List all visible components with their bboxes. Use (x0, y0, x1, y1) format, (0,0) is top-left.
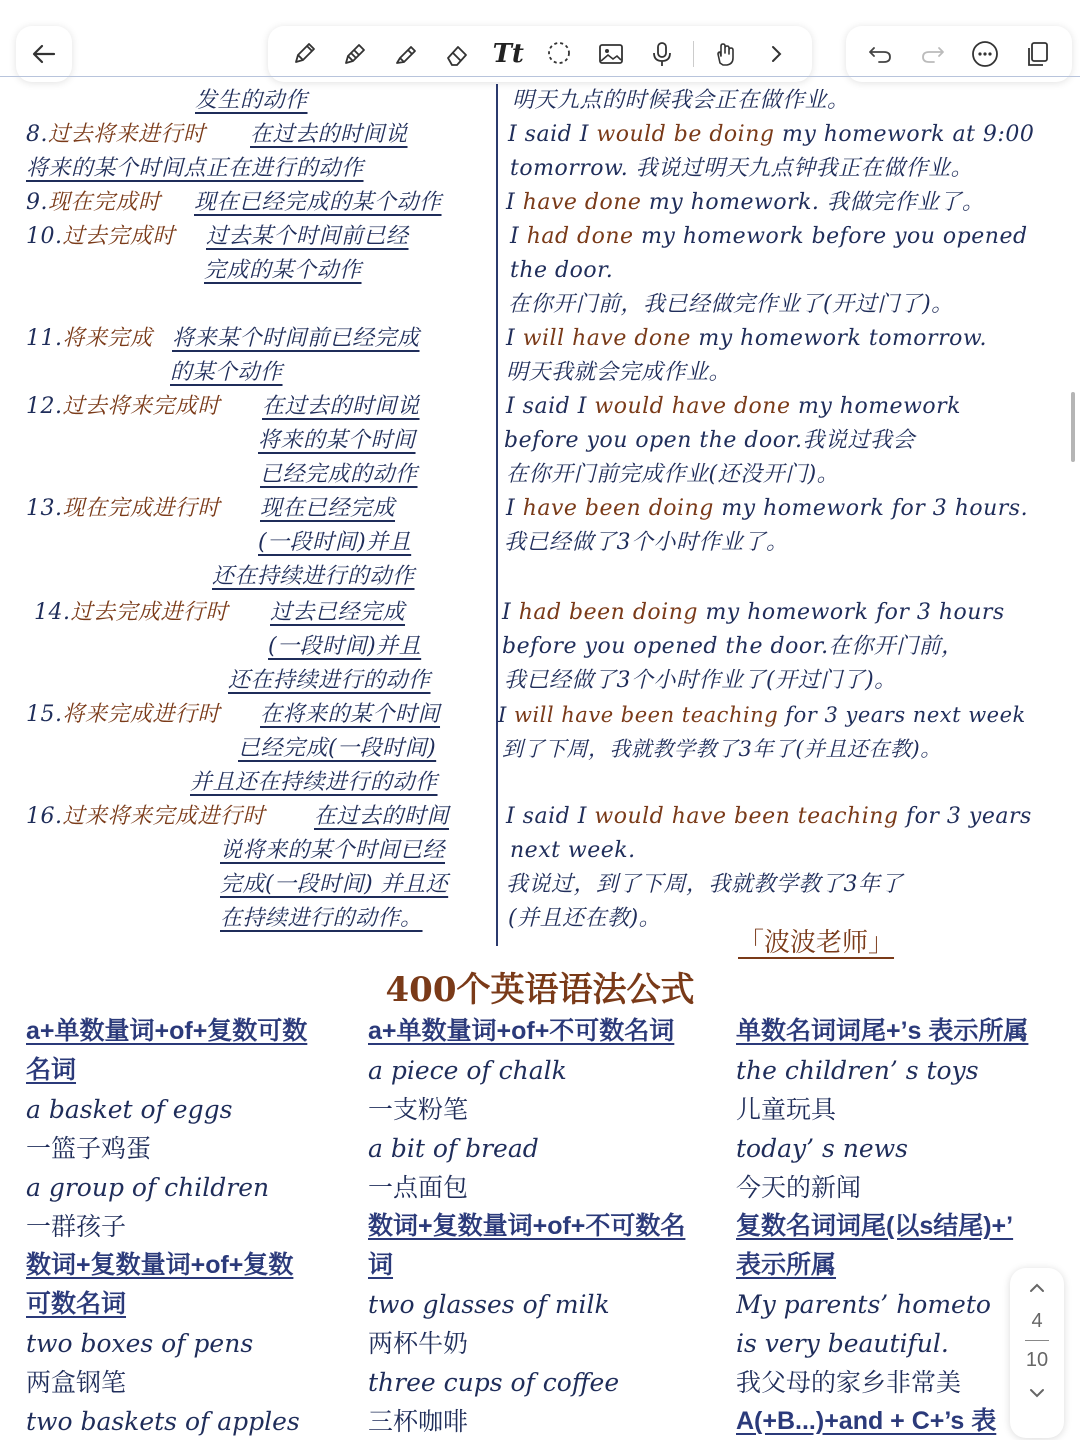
tense-definition: (一段时间)并且 (268, 634, 422, 659)
pages-icon[interactable] (1018, 34, 1058, 74)
gesture-hand-icon[interactable] (705, 34, 745, 74)
text-tool-icon[interactable] (488, 34, 528, 74)
example-english: I said I would be doing my homework at 9:00 (508, 122, 1035, 147)
highlighter-icon[interactable] (386, 34, 426, 74)
text-tool-label: Tt (492, 39, 524, 69)
tense-definition: 说将来的某个时间已经 (220, 838, 446, 863)
page-separator (1025, 1340, 1049, 1341)
formula-example: today’ s news (736, 1134, 908, 1163)
pencil-icon[interactable] (335, 34, 375, 74)
undo-icon[interactable] (860, 34, 900, 74)
formula-translation: 一篮子鸡蛋 (26, 1134, 152, 1163)
formula-translation: 儿童玩具 (736, 1095, 837, 1124)
chevron-down-icon (1026, 1382, 1048, 1404)
formula-translation: 一群孩子 (26, 1212, 127, 1241)
section-title: 400个英语语法公式 (385, 970, 695, 1010)
formula-rule: a+单数量词+of+不可数名词 (368, 1017, 675, 1045)
tense-definition: 还在持续进行的动作 (212, 564, 415, 589)
document-actions (846, 26, 1072, 82)
tense-definition: 将来的某个时间点正在进行的动作 (26, 156, 364, 181)
example-english: I will have been teaching for 3 years next week (498, 703, 1026, 727)
tense-definition: 将来某个时间前已经完成 (172, 326, 420, 351)
tense-definition: 现在已经完成的某个动作 (194, 190, 442, 215)
eraser-icon[interactable] (437, 34, 477, 74)
example-english: I said I would have done my homework (506, 394, 961, 419)
formula-example: two baskets of apples (26, 1407, 300, 1436)
formula-example: My parents’ hometo (736, 1290, 991, 1319)
tense-definition: 还在持续进行的动作 (228, 668, 431, 693)
tense-definition: 过去已经完成 (270, 600, 406, 625)
formula-rule: 词 (368, 1251, 394, 1279)
formula-rule: A(+B...)+and + C+’s 表 (736, 1407, 997, 1435)
formula-rule: 名词 (26, 1056, 77, 1084)
formula-example: two boxes of pens (26, 1329, 254, 1358)
current-page: 4 (1031, 1310, 1043, 1332)
formula-rule: 数词+复数量词+of+不可数名 (368, 1212, 686, 1240)
example-english: I had been doing my homework for 3 hours (502, 600, 1005, 625)
tense-definition: 完成(一段时间) 并且还 (220, 872, 449, 897)
formula-column-1 (26, 1012, 348, 1440)
microphone-icon[interactable] (642, 34, 682, 74)
formula-example: two glasses of milk (368, 1290, 610, 1319)
lasso-icon[interactable] (539, 34, 579, 74)
example-chinese: 在你开门前完成作业(还没开门)。 (506, 462, 840, 487)
column-divider (496, 84, 498, 946)
tense-definition: 已经完成(一段时间) (238, 736, 437, 761)
tense-definition: 将来的某个时间 (258, 428, 416, 453)
tense-definition: 过去某个时间前已经 (206, 224, 409, 249)
example-chinese: 我已经做了3个小时作业了。 (504, 530, 789, 555)
page-up-button[interactable] (1010, 1268, 1064, 1308)
formula-column-2 (368, 1012, 718, 1440)
example-english: the door. (510, 258, 614, 283)
chevron-up-icon (1026, 1277, 1048, 1299)
tense-heading: 14.过去完成进行时 (34, 600, 229, 625)
pen-icon[interactable] (284, 34, 324, 74)
example-chinese: 到了下周，我就教学教了3年了(并且还在教)。 (502, 737, 942, 761)
tense-definition: 已经完成的动作 (260, 462, 418, 487)
example-chinese: (并且还在教)。 (508, 906, 662, 931)
formula-translation: 两盒钢笔 (26, 1368, 127, 1397)
header-divider (0, 76, 1080, 77)
example-chinese: 明天九点的时候我会正在做作业。 (512, 88, 850, 113)
formula-rule: 单数名词词尾+’s 表示所属 (736, 1017, 1029, 1045)
tense-heading: 13.现在完成进行时 (26, 496, 221, 521)
back-button[interactable] (16, 26, 72, 82)
toolbar-separator (693, 41, 694, 67)
page-down-button[interactable] (1010, 1373, 1064, 1413)
example-english: I have done my homework. 我做完作业了。 (506, 190, 985, 215)
tense-heading: 16.过来将来完成进行时 (26, 804, 266, 829)
formula-example: a bit of bread (368, 1134, 539, 1163)
tense-heading: 9.现在完成时 (26, 190, 161, 215)
formula-translation: 今天的新闻 (736, 1173, 862, 1202)
tense-heading: 12.过去将来完成时 (26, 394, 221, 419)
formula-rule: a+单数量词+of+复数可数 (26, 1017, 308, 1045)
tense-definition: 在将来的某个时间 (260, 702, 441, 727)
image-icon[interactable] (591, 34, 631, 74)
example-english: I have been doing my homework for 3 hours. (506, 496, 1029, 521)
example-chinese: 我已经做了3个小时作业了(开过门了)。 (504, 668, 897, 693)
formula-translation: 三杯咖啡 (368, 1407, 469, 1436)
tense-definition: 在持续进行的动作。 (220, 906, 423, 931)
tense-definition: 发生的动作 (195, 88, 308, 113)
chevron-right-icon[interactable] (756, 34, 796, 74)
handwritten-notes (0, 84, 1080, 964)
redo-icon[interactable] (913, 34, 953, 74)
tense-heading: 8.过去将来进行时 (26, 122, 206, 147)
formula-rule: 数词+复数量词+of+复数 (26, 1251, 294, 1279)
tense-definition: 现在已经完成 (260, 496, 396, 521)
example-english: tomorrow. 我说过明天九点钟我正在做作业。 (510, 156, 974, 181)
formula-translation: 我父母的家乡非常美 (736, 1368, 962, 1397)
tense-heading: 11.将来完成 (26, 326, 153, 351)
formula-example: a basket of eggs (26, 1095, 233, 1124)
formula-rule: 可数名词 (26, 1290, 127, 1318)
formula-translation: 一点面包 (368, 1173, 469, 1202)
formula-example: the children’ s toys (736, 1056, 979, 1085)
tense-definition: 的某个动作 (170, 360, 283, 385)
drawing-toolbar (268, 26, 812, 82)
formula-translation: 两杯牛奶 (368, 1329, 469, 1358)
formula-example: is very beautiful. (736, 1329, 949, 1358)
tense-definition: 并且还在持续进行的动作 (190, 770, 438, 795)
formula-example: a piece of chalk (368, 1056, 567, 1085)
back-arrow-icon (30, 40, 58, 68)
author-signature: 「波波老师」 (738, 928, 895, 958)
scrollbar-thumb[interactable] (1071, 392, 1075, 462)
total-pages: 10 (1025, 1349, 1049, 1371)
formula-example: a group of children (26, 1173, 270, 1202)
tense-definition: 完成的某个动作 (204, 258, 362, 283)
example-english: I will have done my homework tomorrow. (506, 326, 988, 351)
formula-rule: 表示所属 (736, 1251, 837, 1279)
example-english: I had done my homework before you opened (510, 224, 1028, 249)
example-english: next week. (510, 838, 636, 863)
formula-translation: 一支粉笔 (368, 1095, 469, 1124)
example-chinese: 我说过，到了下周，我就教学教了3年了 (506, 872, 903, 897)
tense-heading: 15.将来完成进行时 (26, 702, 221, 727)
tense-definition: 在过去的时间说 (262, 394, 420, 419)
example-chinese: 明天我就会完成作业。 (506, 360, 732, 385)
tense-definition: 在过去的时间说 (250, 122, 408, 147)
formula-rule: 复数名词词尾(以s结尾)+’ (736, 1212, 1014, 1240)
tense-definition: (一段时间)并且 (258, 530, 412, 555)
tense-definition: 在过去的时间 (314, 804, 450, 829)
more-icon[interactable] (965, 34, 1005, 74)
example-english: I said I would have been teaching for 3 years (506, 804, 1032, 829)
example-chinese: 在你开门前，我已经做完作业了(开过门了)。 (508, 292, 954, 317)
example-english: before you opened the door.在你开门前， (502, 634, 964, 659)
page-navigator (1010, 1268, 1064, 1438)
tense-heading: 10.过去完成时 (26, 224, 176, 249)
formula-example: three cups of coffee (368, 1368, 620, 1397)
example-english: before you open the door.我说过我会 (504, 428, 916, 453)
